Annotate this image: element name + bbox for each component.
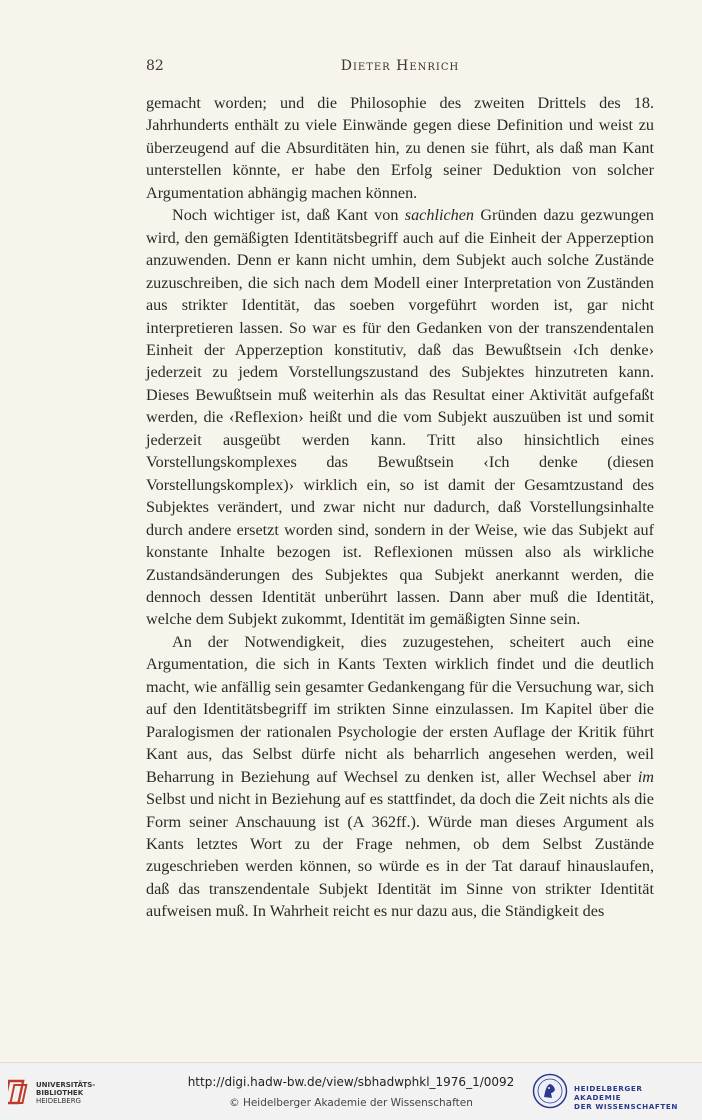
emphasis-im: im: [637, 767, 654, 786]
permalink-url[interactable]: http://digi.hadw-bw.de/view/sbhadwphkl_1976_1/0092: [187, 1075, 515, 1089]
paragraph-3: [146, 631, 654, 923]
viewer-footer: [0, 1062, 702, 1120]
academy-line-1: HEIDELBERGER AKADEMIE: [574, 1084, 643, 1102]
paragraph-1: gemacht worden; und die Philosophie des zweiten Drittels des 18. Jahrhunderts enthält zu viele Einwände gegen diese Definition und weist zu überzeugend auf die Absurditäten hin, zu denen sie führt, als daß man Kant unterstellen könnte, er habe den Erfolg seiner Deduktion von solcher Argumentation abhängig machen können.: [146, 94, 654, 202]
running-head: Dieter Henrich: [340, 58, 460, 74]
academy-logo-link[interactable]: [532, 1073, 692, 1111]
emphasis-sachlichen: sachlichen: [404, 206, 475, 225]
library-line-3: HEIDELBERG: [36, 1097, 81, 1105]
academy-line-2: DER WISSENSCHAFTEN: [574, 1102, 679, 1111]
library-line-2: BIBLIOTHEK: [36, 1089, 84, 1097]
paragraph-3-part-2: Selbst und nicht in Beziehung auf es stattfindet, da doch die Zeit nichts als die Form seiner Anschauung ist (A 362ff.). Würde man dieses Argument als Kants letztes Wort zu der Frage nehmen, ob dem Selbst Zustände zugeschrieben werden können, so würde es in der Tat darauf hinauslaufen, daß das transzendentale Subjekt Identität im Sinne von strikter Identität aufweisen muß. In Wahrheit reicht es nur dazu aus, die Ständigkeit des: [146, 790, 654, 921]
body-text: [146, 92, 654, 923]
paragraph-2-part-2: Gründen dazu gezwungen wird, den gemäßigten Identitätsbegriff auch auf die Einheit der Apperzeption anzuwenden. Denn er kann nicht umhin, dem Subjekt auch solche Zustände zuzuschreiben, die sich nach dem Modell einer Interpretation von Zuständen aus strikter Identität, das soeben vorgeführt worden ist, gar nicht interpretieren lassen. So war es für den Gedanken von der transzendentalen Einheit der Apperzeption konstitutiv, daß das Bewußtsein ‹Ich denke› jederzeit zu jedem Vorstellungszustand des Subjektes hinzutreten kann. Dieses Bewußtsein muß weiterhin als das Resultat einer Aktivität aufgefaßt werden, die ‹Reflexion› heißt und die vom Subjekt auszuüben ist und somit jederzeit ausgeübt werden kann. Tritt also hinsichtlich eines Vorstellungskomplexes das Bewußtsein ‹Ich denke (diesen Vorstellungskomplex)› wirklich ein, so ist damit der Gesamtzustand des Subjektes verändert, und zwar nicht nur dadurch, daß Vorstellungsinhalte durch andere ersetzt worden sind, sondern in der Weise, wie das Subjekt auf konstante Inhalte bezogen ist. Reflexionen müssen also als wirkliche Zustandsänderungen des Subjektes qua Subjekt anerkannt werden, die dennoch dessen Identität unberührt lassen. Dann aber muß die Identität, welche dem Subjekt zukommt, Identität im gemäßigten Sinne sein.: [146, 206, 654, 629]
copyright-notice: © Heidelberger Akademie der Wissenschaften: [229, 1097, 473, 1109]
page-number: 82: [146, 58, 164, 74]
paragraph-3-part-1: An der Notwendigkeit, dies zuzugestehen, scheitert auch eine Argumentation, die sich in Kants Texten wirklich findet und die deutlich macht, wie anfällig sein gesamter Gedankengang für die Versuchung war, sich auf den Identitätsbegriff im strikten Sinne einzulassen. Im Kapitel über die Paralogismen der rationalen Psychologie der ersten Auflage der Kritik führt Kant aus, das Selbst dürfe nicht als beharrlich angesehen werden, weil Beharrung in Beziehung auf Wechsel zu denken ist, aller Wechsel aber: [146, 632, 654, 786]
paragraph-2: [146, 204, 654, 631]
academy-seal-icon: [532, 1073, 568, 1109]
library-line-1: UNIVERSITÄTS-: [36, 1081, 96, 1089]
page-header: [146, 58, 654, 80]
paragraph-2-part-1: Noch wichtiger ist, daß Kant von: [172, 206, 405, 225]
academy-name: [574, 1084, 692, 1111]
